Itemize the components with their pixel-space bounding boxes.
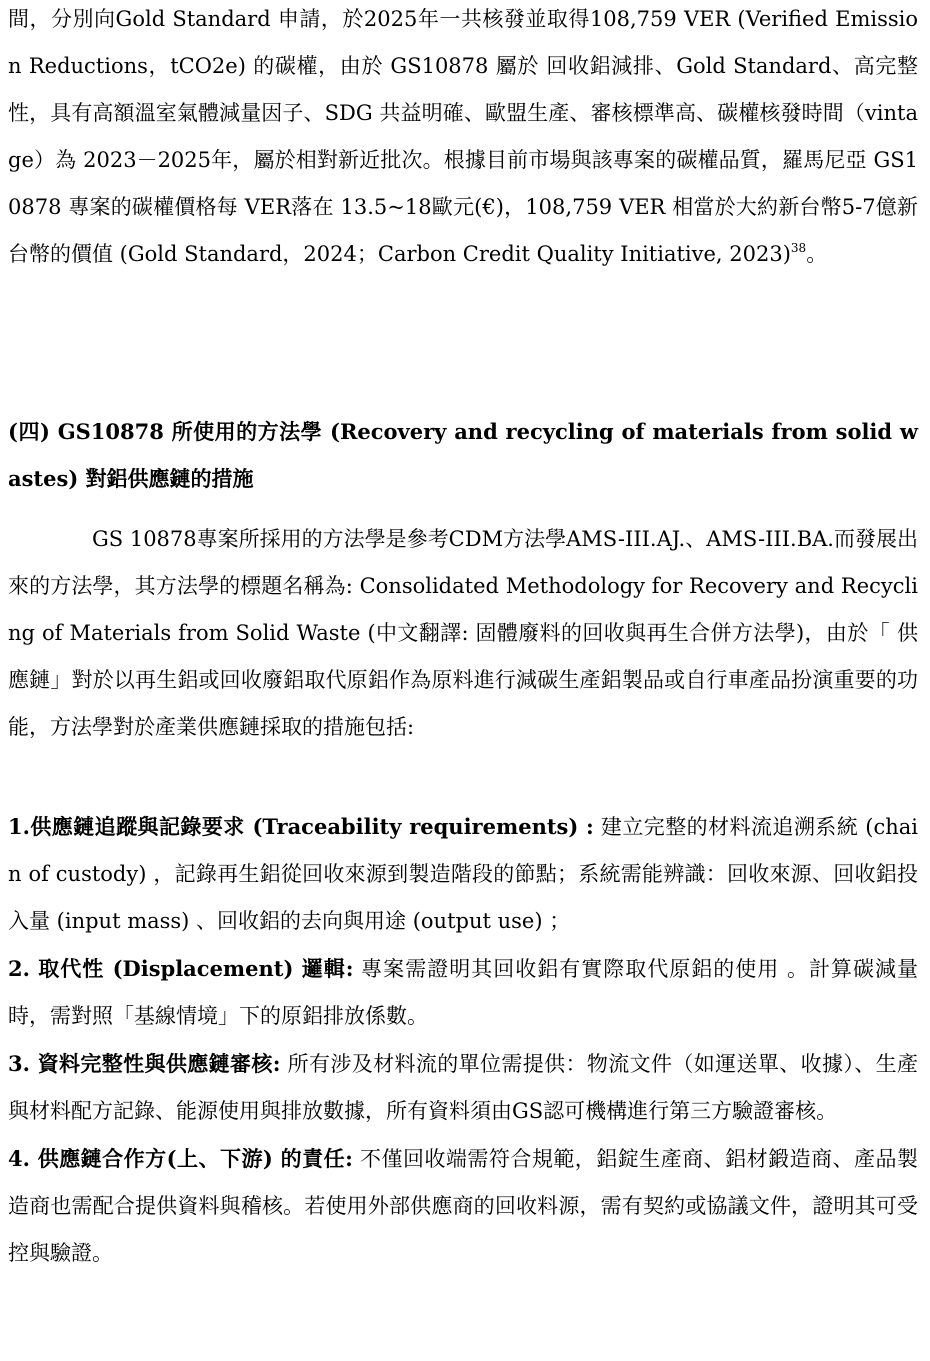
list-item-body: 所有涉及材料流的單位需提供：物流文件（如運送單、收據）、生產與材料配方記錄、能源使用與排放數據，所有資料須由GS認可機構進行第三方驗證審核。: [8, 1052, 918, 1123]
section-heading: (四) GS10878 所使用的方法學 (Recovery and recycling of materials from solid wastes) 對鋁供應鏈的措施: [8, 419, 918, 491]
paragraph-methodology: [8, 516, 918, 751]
list-item: [8, 945, 918, 1040]
paragraph-carbon-credits: [8, 0, 918, 278]
paragraph-text: GS 10878專案所採用的方法學是參考CDM方法學AMS-III.AJ.、AMS-III.BA.而發展出來的方法學，其方法學的標題名稱為: Consolidated Methodology for Recovery and Recycling of Materials from Solid Waste (中文翻譯: 固體廢料的回收與再生合併方法學)，由於「 供應鏈」對於以再生鋁或回收廢鋁取代原鋁作為原料進行減碳生產鋁製品或自行車產品扮演重要的功能，方法學對於產業供應鏈採取的措施包括:: [8, 527, 918, 739]
list-item-body: 專案需證明其回收鋁有實際取代原鋁的使用 。計算碳減量時，需對照「基線情境」下的原鋁排放係數。: [8, 957, 918, 1028]
list-item: [8, 1040, 918, 1135]
list-item-lead: 1.供應鏈追蹤與記錄要求 (Traceability requirements) :: [8, 814, 594, 839]
list-item-body: 不僅回收端需符合規範，鋁錠生產商、鋁材鍛造商、產品製造商也需配合提供資料與稽核。若使用外部供應商的回收料源，需有契約或協議文件，證明其可受控與驗證。: [8, 1147, 918, 1265]
list-item: [8, 1135, 918, 1277]
list-item-body: 建立完整的材料流追溯系統 (chain of custody) ，記錄再生鋁從回收來源到製造階段的節點；系統需能辨識：回收來源、回收鋁投入量 (input mass) 、回收鋁的去向與用途 (output use) ；: [8, 815, 918, 933]
measures-list: [8, 803, 918, 1277]
list-item: [8, 803, 918, 945]
paragraph-end: 。: [806, 242, 828, 266]
footnote-ref[interactable]: 38: [790, 241, 807, 255]
paragraph-text: 間，分別向Gold Standard 申請，於2025年一共核發並取得108,759 VER (Verified Emission Reductions，tCO2e) 的碳權，由於 GS10878 屬於 回收鋁減排、Gold Standard、高完整性，具有高額溫室氣體減量因子、SDG 共益明確、歐盟生產、審核標準高、碳權核發時間（vintage）為 2023－2025年，屬於相對新近批次。根據目前市場與該專案的碳權品質，羅馬尼亞 GS10878 專案的碳權價格每 VER落在 13.5~18歐元(€)，108,759 VER 相當於大約新台幣5-7億新台幣的價值 (Gold Standard，2024；Carbon Credit Quality Initiative, 2023): [8, 7, 918, 266]
list-item-lead: 2. 取代性 (Displacement) 邏輯:: [8, 956, 354, 981]
list-item-lead: 3. 資料完整性與供應鏈審核:: [8, 1051, 281, 1076]
list-item-lead: 4. 供應鏈合作方(上、下游) 的責任:: [8, 1146, 353, 1171]
